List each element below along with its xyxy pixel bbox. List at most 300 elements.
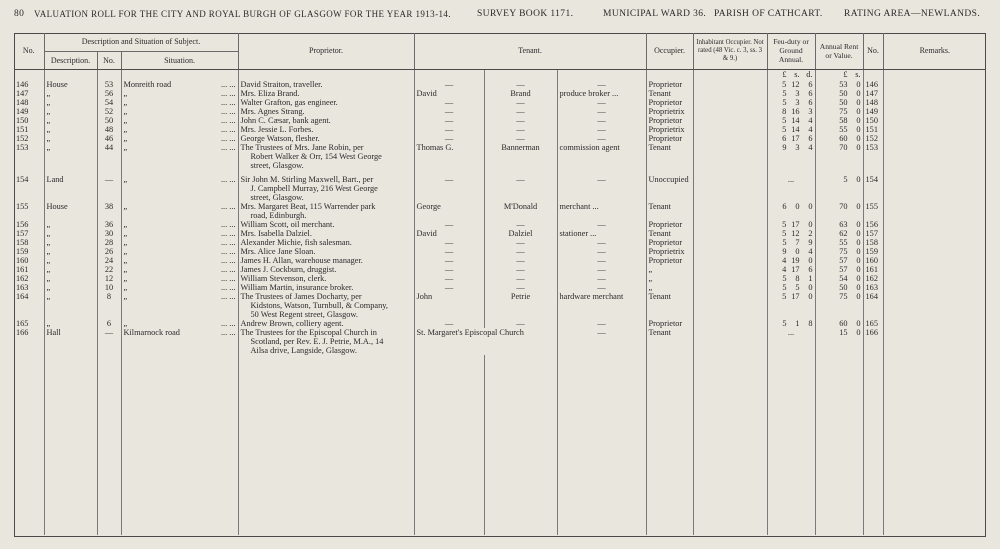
feu-shillings: 5 (795, 283, 800, 292)
description: „ (44, 220, 97, 229)
annual-shillings: 0 (856, 80, 861, 89)
feu-pounds: 9 (782, 143, 787, 152)
table-row (14, 134, 986, 143)
entry-number-right: 152 (863, 134, 883, 143)
feu-duty (767, 202, 815, 220)
proprietor (238, 125, 414, 134)
proprietor (238, 229, 414, 238)
leader-dots: ... ... (220, 283, 236, 292)
col-header-no-right: No. (863, 33, 883, 69)
occupier: Unoccupied (646, 175, 693, 202)
tenant-first-name: — (414, 283, 484, 292)
feu-shillings: 17 (791, 292, 800, 301)
annual-shillings: 0 (856, 98, 861, 107)
unit-feu-pence: d. (806, 69, 813, 79)
feu-duty (767, 220, 815, 229)
annual-shillings: 0 (856, 265, 861, 274)
entry-number-right: 157 (863, 229, 883, 238)
entry-number: 162 (14, 274, 44, 283)
proprietor (238, 80, 414, 89)
feu-duty-blank: ... (787, 328, 795, 337)
tenant-trade: — (557, 116, 646, 125)
description: „ (44, 98, 97, 107)
tenant-name: St. Margaret's Episcopal Church (414, 328, 557, 355)
feu-pence: 4 (808, 125, 813, 134)
feu-pence: 6 (808, 89, 813, 98)
entry-number: 146 (14, 80, 44, 89)
remarks (883, 80, 986, 89)
situation (121, 328, 238, 355)
entry-number-right: 165 (863, 319, 883, 328)
col-header-annual-value: Annual Rent or Value. (815, 33, 863, 69)
feu-pounds: 5 (782, 125, 787, 134)
entry-number: 161 (14, 265, 44, 274)
occupier: Tenant (646, 328, 693, 355)
feu-pounds: 5 (782, 238, 787, 247)
feu-shillings: 12 (791, 229, 800, 238)
occupier: Proprietor (646, 80, 693, 89)
situation-text: „ (123, 107, 128, 116)
annual-pounds: 60 (839, 134, 848, 143)
tenant-first-name: — (414, 80, 484, 89)
feu-duty (767, 328, 815, 355)
feu-duty (767, 80, 815, 89)
tenant-trade: — (557, 238, 646, 247)
feu-pence: 0 (808, 256, 813, 265)
table-row (14, 107, 986, 116)
annual-value (815, 116, 863, 125)
remarks (883, 143, 986, 170)
feu-shillings: 16 (791, 107, 800, 116)
tenant-surname: — (484, 265, 557, 274)
feu-pounds: 4 (782, 265, 787, 274)
remarks (883, 98, 986, 107)
inhabitant-occupier (693, 116, 767, 125)
leader-dots: ... ... (220, 80, 236, 89)
tenant-trade: merchant ... (557, 202, 646, 220)
tenant-surname: Brand (484, 89, 557, 98)
occupier: Proprietor (646, 134, 693, 143)
feu-duty (767, 265, 815, 274)
feu-pounds: 5 (782, 229, 787, 238)
street-number: 12 (97, 274, 121, 283)
leader-dots: ... ... (220, 247, 236, 256)
entry-number-right: 158 (863, 238, 883, 247)
annual-shillings: 0 (856, 229, 861, 238)
street-number: 30 (97, 229, 121, 238)
situation (121, 256, 238, 265)
annual-value (815, 220, 863, 229)
proprietor-line: Mrs. Margaret Beat, 115 Warrender park (240, 202, 376, 211)
tenant-surname: — (484, 116, 557, 125)
leader-dots: ... ... (220, 143, 236, 152)
proprietor-line: Sir John M. Stirling Maxwell, Bart., per (240, 175, 374, 184)
annual-shillings: 0 (856, 292, 861, 301)
remarks (883, 319, 986, 328)
tenant-first-name: John (414, 292, 484, 319)
filler-row (14, 355, 986, 535)
unit-feu-pounds: £ (782, 69, 787, 79)
feu-pounds: 5 (782, 220, 787, 229)
proprietor-line: 50 West Regent street, Glasgow. (250, 310, 358, 319)
feu-shillings: 17 (791, 220, 800, 229)
feu-pounds: 5 (782, 319, 787, 328)
proprietor-line: John C. Cæsar, bank agent. (240, 116, 331, 125)
remarks (883, 220, 986, 229)
annual-shillings: 0 (856, 283, 861, 292)
annual-pounds: 53 (839, 80, 848, 89)
entry-number-right: 161 (863, 265, 883, 274)
inhabitant-occupier (693, 143, 767, 170)
col-header-proprietor: Proprietor. (238, 33, 414, 69)
annual-value (815, 256, 863, 265)
feu-duty (767, 283, 815, 292)
table-row (14, 319, 986, 328)
tenant-surname: — (484, 107, 557, 116)
feu-shillings: 3 (795, 98, 800, 107)
situation (121, 220, 238, 229)
description: „ (44, 125, 97, 134)
annual-value (815, 143, 863, 170)
leader-dots: ... ... (220, 319, 236, 328)
proprietor (238, 274, 414, 283)
annual-shillings: 0 (856, 107, 861, 116)
tenant-trade: — (557, 107, 646, 116)
tenant-first-name: — (414, 175, 484, 202)
proprietor-line: William Stevenson, clerk. (240, 274, 327, 283)
tenant-surname: Petrie (484, 292, 557, 319)
street-number: 53 (97, 80, 121, 89)
tenant-surname: — (484, 238, 557, 247)
entry-number: 147 (14, 89, 44, 98)
unit-annual-shillings: s. (855, 69, 861, 79)
entry-number-right: 149 (863, 107, 883, 116)
tenant-first-name: — (414, 247, 484, 256)
feu-pence: 4 (808, 116, 813, 125)
proprietor (238, 265, 414, 274)
occupier: Proprietor (646, 319, 693, 328)
entry-number: 166 (14, 328, 44, 355)
annual-pounds: 5 (843, 175, 848, 184)
proprietor-line: road, Edinburgh. (250, 211, 307, 220)
annual-pounds: 55 (839, 238, 848, 247)
tenant-first-name: — (414, 319, 484, 328)
proprietor (238, 283, 414, 292)
situation (121, 292, 238, 319)
situation-text: Monreith road (123, 80, 172, 89)
annual-pounds: 63 (839, 220, 848, 229)
situation-text: „ (123, 238, 128, 247)
proprietor (238, 89, 414, 98)
occupier: Proprietrix (646, 125, 693, 134)
occupier: Proprietrix (646, 107, 693, 116)
annual-value (815, 238, 863, 247)
annual-shillings: 0 (856, 175, 861, 184)
remarks (883, 238, 986, 247)
valuation-table (14, 33, 986, 535)
tenant-surname: Dalziel (484, 229, 557, 238)
leader-dots: ... ... (220, 292, 236, 301)
page-number: 80 (14, 9, 25, 19)
entry-number-right: 151 (863, 125, 883, 134)
proprietor-line: Walter Grafton, gas engineer. (240, 98, 338, 107)
tenant-first-name: David (414, 229, 484, 238)
proprietor (238, 238, 414, 247)
feu-pence: 9 (808, 238, 813, 247)
proprietor-line: James H. Allan, warehouse manager. (240, 256, 363, 265)
feu-shillings: 3 (795, 89, 800, 98)
entry-number-right: 162 (863, 274, 883, 283)
occupier: Proprietor (646, 98, 693, 107)
description: „ (44, 265, 97, 274)
annual-value (815, 107, 863, 116)
feu-duty (767, 98, 815, 107)
tenant-surname: M'Donald (484, 202, 557, 220)
proprietor-line: James J. Cockburn, druggist. (240, 265, 337, 274)
annual-pounds: 75 (839, 292, 848, 301)
feu-pence: 4 (808, 247, 813, 256)
proprietor-line: William Scott, oil merchant. (240, 220, 335, 229)
feu-pounds: 8 (782, 107, 787, 116)
survey-book: SURVEY BOOK 1171. (477, 9, 574, 19)
annual-value (815, 125, 863, 134)
situation (121, 80, 238, 89)
situation (121, 265, 238, 274)
annual-shillings: 0 (856, 220, 861, 229)
table-row (14, 125, 986, 134)
annual-pounds: 70 (839, 143, 848, 152)
leader-dots: ... ... (220, 116, 236, 125)
annual-pounds: 57 (839, 265, 848, 274)
feu-shillings: 17 (791, 134, 800, 143)
street-number: 24 (97, 256, 121, 265)
annual-shillings: 0 (856, 247, 861, 256)
feu-pence: 0 (808, 220, 813, 229)
proprietor-line: Mrs. Eliza Brand. (240, 89, 300, 98)
table-row (14, 220, 986, 229)
proprietor (238, 328, 414, 355)
feu-pence: 1 (808, 274, 813, 283)
table-row (14, 89, 986, 98)
feu-duty (767, 274, 815, 283)
feu-pence: 6 (808, 134, 813, 143)
proprietor-line: The Trustees for the Episcopal Church in (240, 328, 377, 337)
street-number: 22 (97, 265, 121, 274)
feu-shillings: 17 (791, 265, 800, 274)
entry-number-right: 160 (863, 256, 883, 265)
remarks (883, 256, 986, 265)
annual-value (815, 229, 863, 238)
feu-duty (767, 134, 815, 143)
table-row (14, 256, 986, 265)
feu-pounds: 6 (782, 134, 787, 143)
tenant-surname: — (484, 220, 557, 229)
entry-number: 157 (14, 229, 44, 238)
leader-dots: ... ... (220, 89, 236, 98)
feu-pence: 0 (808, 202, 813, 211)
inhabitant-occupier (693, 202, 767, 220)
situation-text: „ (123, 98, 128, 107)
tenant-trade: — (557, 265, 646, 274)
description: „ (44, 89, 97, 98)
feu-shillings: 19 (791, 256, 800, 265)
annual-shillings: 0 (856, 328, 861, 337)
description: „ (44, 134, 97, 143)
proprietor-line: Alexander Michie, fish salesman. (240, 238, 352, 247)
annual-pounds: 50 (839, 98, 848, 107)
situation-text: „ (123, 265, 128, 274)
proprietor-line: Scotland, per Rev. E. J. Petrie, M.A., 14 (250, 337, 384, 346)
entry-number: 156 (14, 220, 44, 229)
remarks (883, 328, 986, 355)
remarks (883, 247, 986, 256)
remarks (883, 175, 986, 202)
col-header-feu-duty: Feu-duty or Ground Annual. (767, 33, 815, 69)
entry-number: 155 (14, 202, 44, 220)
entry-number: 152 (14, 134, 44, 143)
tenant-surname: — (484, 134, 557, 143)
remarks (883, 134, 986, 143)
remarks (883, 229, 986, 238)
tenant-surname: — (484, 98, 557, 107)
running-head (14, 9, 990, 23)
annual-pounds: 62 (839, 229, 848, 238)
street-number: 56 (97, 89, 121, 98)
proprietor (238, 220, 414, 229)
entry-number-right: 155 (863, 202, 883, 220)
entry-number-right: 163 (863, 283, 883, 292)
situation-text: Kilmarnock road (123, 328, 180, 337)
proprietor (238, 98, 414, 107)
tenant-trade: — (557, 274, 646, 283)
remarks (883, 274, 986, 283)
table-row (14, 229, 986, 238)
tenant-first-name: — (414, 116, 484, 125)
situation (121, 134, 238, 143)
tenant-first-name: George (414, 202, 484, 220)
proprietor-line: Mrs. Jessie L. Forbes. (240, 125, 314, 134)
table-row (14, 80, 986, 89)
tenant-surname: — (484, 125, 557, 134)
tenant-trade: — (557, 319, 646, 328)
occupier: Proprietor (646, 116, 693, 125)
feu-shillings: 8 (795, 274, 800, 283)
remarks (883, 292, 986, 319)
annual-pounds: 50 (839, 89, 848, 98)
feu-shillings: 14 (791, 125, 800, 134)
street-number: 6 (97, 319, 121, 328)
table-row (14, 175, 986, 202)
proprietor (238, 116, 414, 125)
occupier: „ (646, 265, 693, 274)
tenant-surname: — (484, 274, 557, 283)
table-row (14, 247, 986, 256)
leader-dots: ... ... (220, 107, 236, 116)
entry-number: 154 (14, 175, 44, 202)
feu-pence: 6 (808, 80, 813, 89)
feu-duty (767, 89, 815, 98)
proprietor-line: Robert Walker & Orr, 154 West George (250, 152, 382, 161)
feu-duty (767, 175, 815, 202)
description: „ (44, 274, 97, 283)
occupier: Proprietrix (646, 247, 693, 256)
street-number: 44 (97, 143, 121, 170)
tenant-trade: — (557, 175, 646, 202)
annual-value (815, 175, 863, 202)
feu-duty-blank: ... (787, 175, 795, 184)
occupier: Tenant (646, 89, 693, 98)
situation-text: „ (123, 220, 128, 229)
proprietor (238, 247, 414, 256)
leader-dots: ... ... (220, 125, 236, 134)
feu-duty (767, 292, 815, 319)
remarks (883, 116, 986, 125)
inhabitant-occupier (693, 89, 767, 98)
situation (121, 319, 238, 328)
proprietor-line: street, Glasgow. (250, 161, 304, 170)
proprietor-line: David Straiton, traveller. (240, 80, 323, 89)
feu-pence: 3 (808, 107, 813, 116)
roll-title: VALUATION ROLL FOR THE CITY AND ROYAL BURGH OF GLASGOW FOR THE YEAR 1913-14. (34, 9, 451, 19)
occupier: Tenant (646, 229, 693, 238)
annual-value (815, 247, 863, 256)
parish: PARISH OF CATHCART. (714, 9, 823, 19)
table-row (14, 98, 986, 107)
situation-text: „ (123, 292, 128, 301)
occupier: Proprietor (646, 238, 693, 247)
feu-pence: 0 (808, 292, 813, 301)
inhabitant-occupier (693, 125, 767, 134)
description: Land (44, 175, 97, 202)
entry-number-right: 166 (863, 328, 883, 355)
description: „ (44, 229, 97, 238)
description: „ (44, 319, 97, 328)
annual-value (815, 292, 863, 319)
col-header-remarks: Remarks. (883, 33, 986, 69)
street-number: 8 (97, 292, 121, 319)
tenant-trade: hardware merchant (557, 292, 646, 319)
proprietor (238, 292, 414, 319)
proprietor (238, 134, 414, 143)
entry-number: 153 (14, 143, 44, 170)
description: „ (44, 238, 97, 247)
situation (121, 274, 238, 283)
street-number: 48 (97, 125, 121, 134)
col-header-description-group: Description and Situation of Subject. (44, 33, 238, 51)
situation (121, 125, 238, 134)
entry-number: 160 (14, 256, 44, 265)
proprietor-line: Mrs. Agnes Strang. (240, 107, 305, 116)
tenant-first-name: — (414, 256, 484, 265)
tenant-first-name: — (414, 238, 484, 247)
situation-text: „ (123, 283, 128, 292)
tenant-trade: — (557, 80, 646, 89)
tenant-first-name: — (414, 134, 484, 143)
table-row (14, 143, 986, 170)
feu-shillings: 14 (791, 116, 800, 125)
inhabitant-occupier (693, 247, 767, 256)
tenant-surname: — (484, 80, 557, 89)
tenant-surname: — (484, 175, 557, 202)
col-header-tenant: Tenant. (414, 33, 646, 69)
tenant-first-name: — (414, 98, 484, 107)
entry-number: 150 (14, 116, 44, 125)
tenant-trade: — (557, 220, 646, 229)
feu-duty (767, 238, 815, 247)
inhabitant-occupier (693, 134, 767, 143)
entry-number: 148 (14, 98, 44, 107)
occupier: „ (646, 274, 693, 283)
